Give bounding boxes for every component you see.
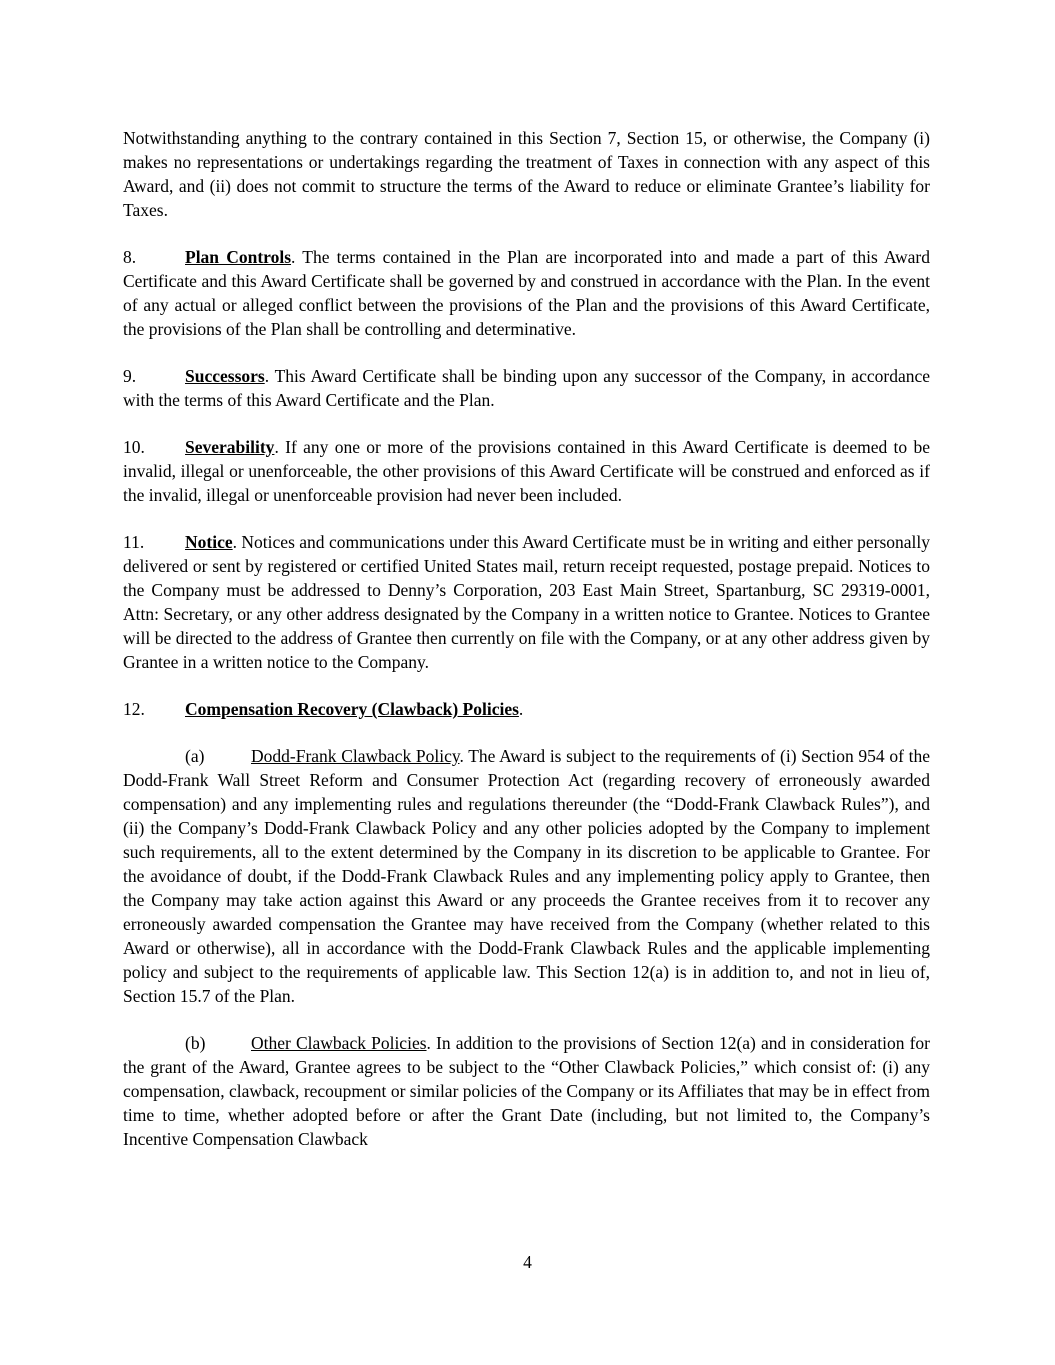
section-heading: Severability [185,437,275,457]
section-body: . This Award Certificate shall be binding upon any successor of the Company, in accordance with the terms of this Award Certificate and the Plan. [123,366,930,410]
section-body: . Notices and communications under this Award Certificate must be in writing and either personally delivered or sent by registered or certified United States mail, return receipt requested, postage prepaid. Notices to the Company must be addressed to Denny’s Corporation, 203 East Main Street, Spartanburg, SC 29319-0001, Attn: Secretary, or any other address designated by the Company in a written notice to Grantee. Notices to Grantee will be directed to the address of Grantee then currently on file with the Company, or at any other address given by Grantee in a written notice to the Company. [123,532,930,672]
section-number: 12. [123,699,145,719]
section-body: . If any one or more of the provisions contained in this Award Certificate is deemed to be invalid, illegal or unenforceable, the other provisions of this Award Certificate will be construed and enforced as if the invalid, illegal or unenforceable provision had never been included. [123,437,930,505]
subsection-label: (a) [185,746,205,766]
section-12-clawback-policies [123,697,930,721]
section-11-notice [123,530,930,674]
subsection-body: . The Award is subject to the requirements of (i) Section 954 of the Dodd-Frank Wall Street Reform and Consumer Protection Act (regarding recovery of erroneously awarded compensation) and any implementing rules and regulations thereunder (the “Dodd-Frank Clawback Rules”), and (ii) the Company’s Dodd-Frank Clawback Policy and any other policies adopted by the Company to implement such requirements, all to the extent determined by the Company in its discretion to be applicable to Grantee. For the avoidance of doubt, if the Dodd-Frank Clawback Rules and any implementing policy apply to Grantee, then the Company may take action against this Award or any proceeds the Grantee receives from it to recover any erroneously awarded compensation the Grantee may have received from the Company (whether related to this Award or otherwise), all in accordance with the Dodd-Frank Clawback Rules and the applicable implementing policy and subject to the requirements of applicable law. This Section 12(a) is in addition to, and not in lieu of, Section 15.7 of the Plan. [123,746,930,1006]
section-heading: Successors [185,366,265,386]
section-heading: Notice [185,532,233,552]
section-heading: Plan Controls [185,247,292,267]
section-body: . The terms contained in the Plan are incorporated into and made a part of this Award Certificate and this Award Certificate shall be governed by and construed in accordance with the Plan. In the event of any actual or alleged conflict between the provisions of the Plan and the provisions of this Award Certificate, the provisions of the Plan shall be controlling and determinative. [123,247,931,339]
subsection-heading: Dodd-Frank Clawback Policy [251,746,460,766]
section-number: 8. [123,247,137,267]
section-9-successors [123,364,930,412]
section-number: 11. [123,532,145,552]
paragraph-tax-disclaimer: Notwithstanding anything to the contrary contained in this Section 7, Section 15, or otherwise, the Company (i) makes no representations or undertakings regarding the treatment of Taxes in connection with any aspect of this Award, and (ii) does not commit to structure the terms of the Award to reduce or eliminate Grantee’s liability for Taxes. [123,128,930,220]
subsection-body: . In addition to the provisions of Section 12(a) and in consideration for the grant of the Award, Grantee agrees to be subject to the “Other Clawback Policies,” which consist of: (i) any compensation, clawback, recoupment or similar policies of the Company or its Affiliates that may be in effect from time to time, whether adopted before or after the Grant Date (including, but not limited to, the Company’s Incentive Compensation Clawback [123,1033,931,1149]
section-heading: Compensation Recovery (Clawback) Policies [185,699,519,719]
section-number: 9. [123,366,137,386]
subsection-heading: Other Clawback Policies [251,1033,427,1053]
section-8-plan-controls [123,245,930,341]
subsection-label: (b) [185,1033,206,1053]
page-number: 4 [523,1252,532,1272]
section-body: . [518,699,524,719]
section-10-severability [123,435,930,507]
section-number: 10. [123,437,145,457]
subsection-a-dodd-frank [123,744,930,1008]
subsection-b-other-clawback [123,1031,930,1151]
